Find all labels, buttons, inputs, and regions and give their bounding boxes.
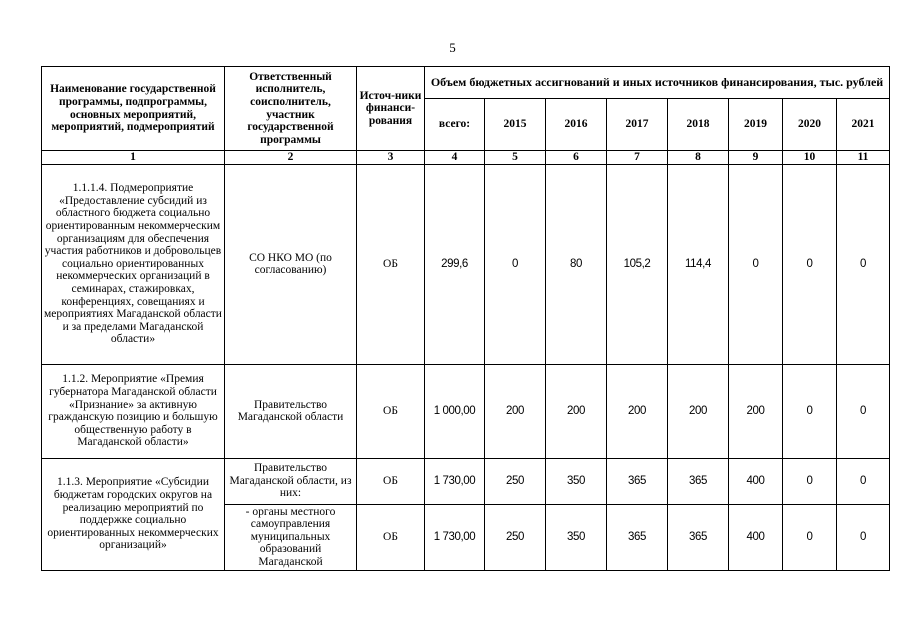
source-cell: ОБ	[357, 364, 425, 458]
year-value-cell: 200	[729, 364, 783, 458]
column-number: 5	[485, 151, 546, 165]
table-row	[42, 164, 890, 364]
header-year-cell: 2018	[668, 99, 729, 151]
header-volume-cell: Объем бюджетных ассигнований и иных источников финансирования, тыс. рублей	[425, 67, 890, 99]
year-value-cell: 0	[837, 504, 890, 570]
year-value-cell: 0	[837, 164, 890, 364]
year-value-cell: 0	[783, 458, 837, 504]
year-value-cell: 365	[668, 504, 729, 570]
column-number: 2	[225, 151, 357, 165]
year-value-cell: 105,2	[607, 164, 668, 364]
executor-cell: СО НКО МО (по согласованию)	[225, 164, 357, 364]
year-value-cell: 365	[668, 458, 729, 504]
year-value-cell: 200	[607, 364, 668, 458]
year-value-cell: 200	[485, 364, 546, 458]
year-value-cell: 0	[837, 364, 890, 458]
header-exec-cell: Ответственный исполнитель, соисполнитель, участник государственной программы	[225, 67, 357, 151]
budget-table	[41, 66, 890, 571]
header-row-1	[42, 67, 890, 99]
year-value-cell: 0	[837, 458, 890, 504]
year-value-cell: 350	[546, 458, 607, 504]
source-cell: ОБ	[357, 458, 425, 504]
header-total-cell: всего:	[425, 99, 485, 151]
column-number: 3	[357, 151, 425, 165]
executor-cell: Правительство Магаданской области	[225, 364, 357, 458]
header-name-cell: Наименование государственной программы, подпрограммы, основных мероприятий, мероприятий, подмероприятий	[42, 67, 225, 151]
year-value-cell: 365	[607, 458, 668, 504]
column-number: 10	[783, 151, 837, 165]
source-cell: ОБ	[357, 504, 425, 570]
column-number: 9	[729, 151, 783, 165]
header-year-cell: 2020	[783, 99, 837, 151]
header-year-cell: 2019	[729, 99, 783, 151]
year-value-cell: 80	[546, 164, 607, 364]
year-value-cell: 400	[729, 458, 783, 504]
column-number: 11	[837, 151, 890, 165]
total-value-cell: 1 730,00	[425, 504, 485, 570]
header-year-cell: 2015	[485, 99, 546, 151]
header-year-cell: 2017	[607, 99, 668, 151]
year-value-cell: 250	[485, 458, 546, 504]
page-number: 5	[449, 40, 456, 55]
year-value-cell: 0	[783, 164, 837, 364]
year-value-cell: 200	[546, 364, 607, 458]
executor-cell: - органы местного самоуправления муниципальных образований Магаданской	[225, 504, 357, 570]
year-value-cell: 400	[729, 504, 783, 570]
year-value-cell: 350	[546, 504, 607, 570]
source-cell: ОБ	[357, 164, 425, 364]
total-value-cell: 1 730,00	[425, 458, 485, 504]
table-row	[42, 458, 890, 504]
header-year-cell: 2016	[546, 99, 607, 151]
total-value-cell: 1 000,00	[425, 364, 485, 458]
total-value-cell: 299,6	[425, 164, 485, 364]
activity-name-cell: 1.1.1.4. Подмероприятие «Предоставление субсидий из областного бюджета социально ориентированным некоммерческим организациям для обеспечения участия работников и добровольцев социально ориентированных некоммерческих организаций в семинарах, стажировках, конференциях, совещаниях и мероприятиях Магаданской области и за пределами Магаданской области»	[42, 164, 225, 364]
column-number: 7	[607, 151, 668, 165]
header-source-cell: Источ-ники финанси-рования	[357, 67, 425, 151]
year-value-cell: 250	[485, 504, 546, 570]
column-number: 6	[546, 151, 607, 165]
header-year-cell: 2021	[837, 99, 890, 151]
column-number-row	[42, 151, 890, 165]
table-row	[42, 364, 890, 458]
column-number: 4	[425, 151, 485, 165]
executor-cell: Правительство Магаданской области, из них:	[225, 458, 357, 504]
column-number: 1	[42, 151, 225, 165]
year-value-cell: 200	[668, 364, 729, 458]
year-value-cell: 0	[783, 364, 837, 458]
year-value-cell: 365	[607, 504, 668, 570]
year-value-cell: 0	[783, 504, 837, 570]
year-value-cell: 0	[729, 164, 783, 364]
column-number: 8	[668, 151, 729, 165]
activity-name-cell: 1.1.3. Мероприятие «Субсидии бюджетам городских округов на реализацию мероприятий по поддержке социально ориентированных некоммерческих организаций»	[42, 458, 225, 570]
year-value-cell: 0	[485, 164, 546, 364]
year-value-cell: 114,4	[668, 164, 729, 364]
activity-name-cell: 1.1.2. Мероприятие «Премия губернатора Магаданской области «Признание» за активную гражданскую позицию и большую общественную работу в Магаданской области»	[42, 364, 225, 458]
